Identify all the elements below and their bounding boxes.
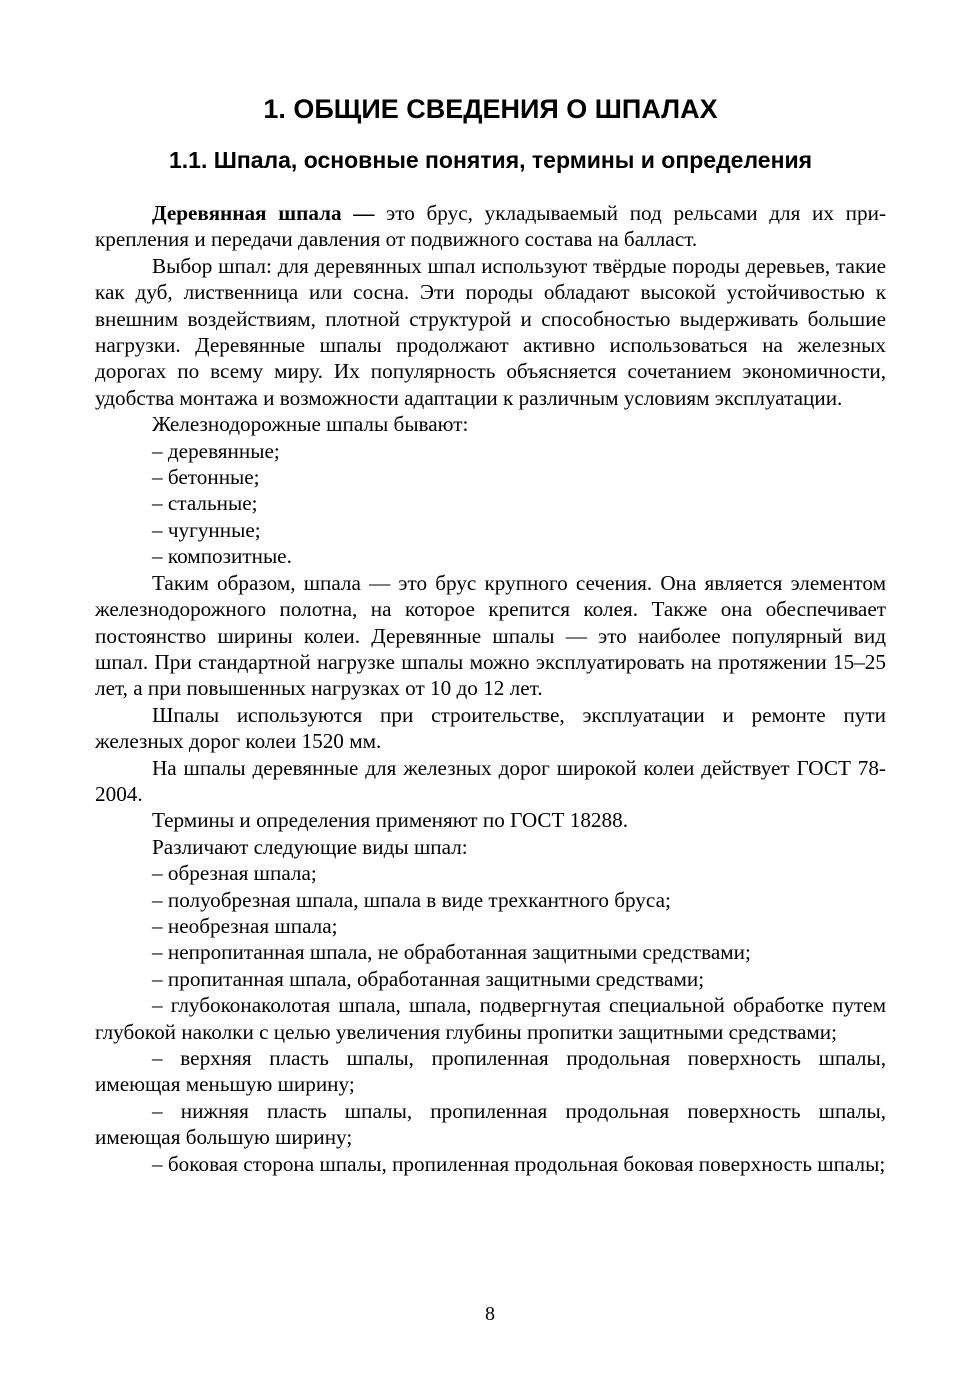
paragraph-summary: Таким образом, шпала — это брус крупного сечения. Она является элементом железнодорожного полотна, на которое крепится колея. Также она обеспечивает постоянство ширины колеи. Деревянные шпалы — это наиболее популярный вид шпал. При стандартной нагрузке шпалы можно эксплуатировать на протяжении 15–25 лет, а при повышенных нагрузках от 10 до 12 лет. (95, 570, 886, 701)
definition-text: это брус, укладываемый под рельсами для их прикрепления и передачи давления от подвижного состава на балласт. (95, 201, 886, 252)
list-item-kind: – необрезная шпала; (152, 913, 338, 938)
page-number: 8 (485, 1303, 495, 1325)
document-page (95, 88, 886, 1177)
list-item-kind: – глубоконаколотая шпала, шпала, подвергнутая специальной обработке путем глубокой наколки с целью увеличения глубины пропитки защитными средствами; (95, 993, 886, 1044)
list-item-type: – чугунные; (152, 517, 261, 542)
paragraph-types-intro: Железнодорожные шпалы бывают: (152, 412, 469, 437)
paragraph-selection: Выбор шпал: для деревянных шпал используют твёрдые породы деревьев, такие как дуб, лиственница или сосна. Эти породы обладают высокой устойчивостью к внешним воздействиям, плотной структурой и способностью выдерживать большие нагрузки. Деревянные шпалы продолжают активно использоваться на железных дорогах по всему миру. Их популярность объясняется сочетанием экономичности, удобства монтажа и возможности адаптации к различным условиям эксплуатации. (95, 253, 886, 410)
list-item-type: – деревянные; (152, 438, 280, 463)
paragraph-usage: Шпалы используются при строительстве, эксплуатации и ремонте пути железных дорог колеи 1520 мм. (95, 702, 886, 754)
list-item-kind: – нижняя пласть шпалы, пропиленная продольная поверхность шпалы, имеющая большую ширину; (95, 1098, 886, 1150)
list-item-type: – композитные. (152, 544, 292, 569)
body-text (95, 200, 886, 1177)
list-item-kind: – обрезная шпала; (152, 861, 317, 886)
paragraph-gost-18288: Термины и определения применяют по ГОСТ 18288. (152, 808, 629, 833)
paragraph-gost-78: На шпалы деревянные для железных дорог широкой колеи действует ГОСТ 78-2004. (95, 755, 886, 806)
chapter-title: 1. ОБЩИЕ СВЕДЕНИЯ О ШПАЛАХ (263, 94, 718, 124)
list-item-kind: – пропитанная шпала, обработанная защитными средствами; (152, 966, 705, 991)
paragraph-definition (95, 200, 886, 253)
term-bold: Деревянная шпала — (152, 201, 375, 225)
list-item-type: – стальные; (152, 491, 258, 516)
section-title: 1.1. Шпала, основные понятия, термины и определения (168, 147, 813, 173)
list-item-kind: – полуобрезная шпала, шпала в виде трехкантного бруса; (152, 887, 671, 912)
list-item-kind: – боковая сторона шпалы, пропиленная продольная боковая поверхность шпалы; (152, 1151, 886, 1176)
list-item-kind: – непропитанная шпала, не обработанная защитными средствами; (152, 940, 751, 965)
paragraph-kinds-intro: Различают следующие виды шпал: (152, 834, 468, 859)
list-item-type: – бетонные; (152, 465, 260, 490)
list-item-kind: – верхняя пласть шпалы, пропиленная продольная поверхность шпалы, имеющая меньшую ширину; (95, 1046, 886, 1097)
